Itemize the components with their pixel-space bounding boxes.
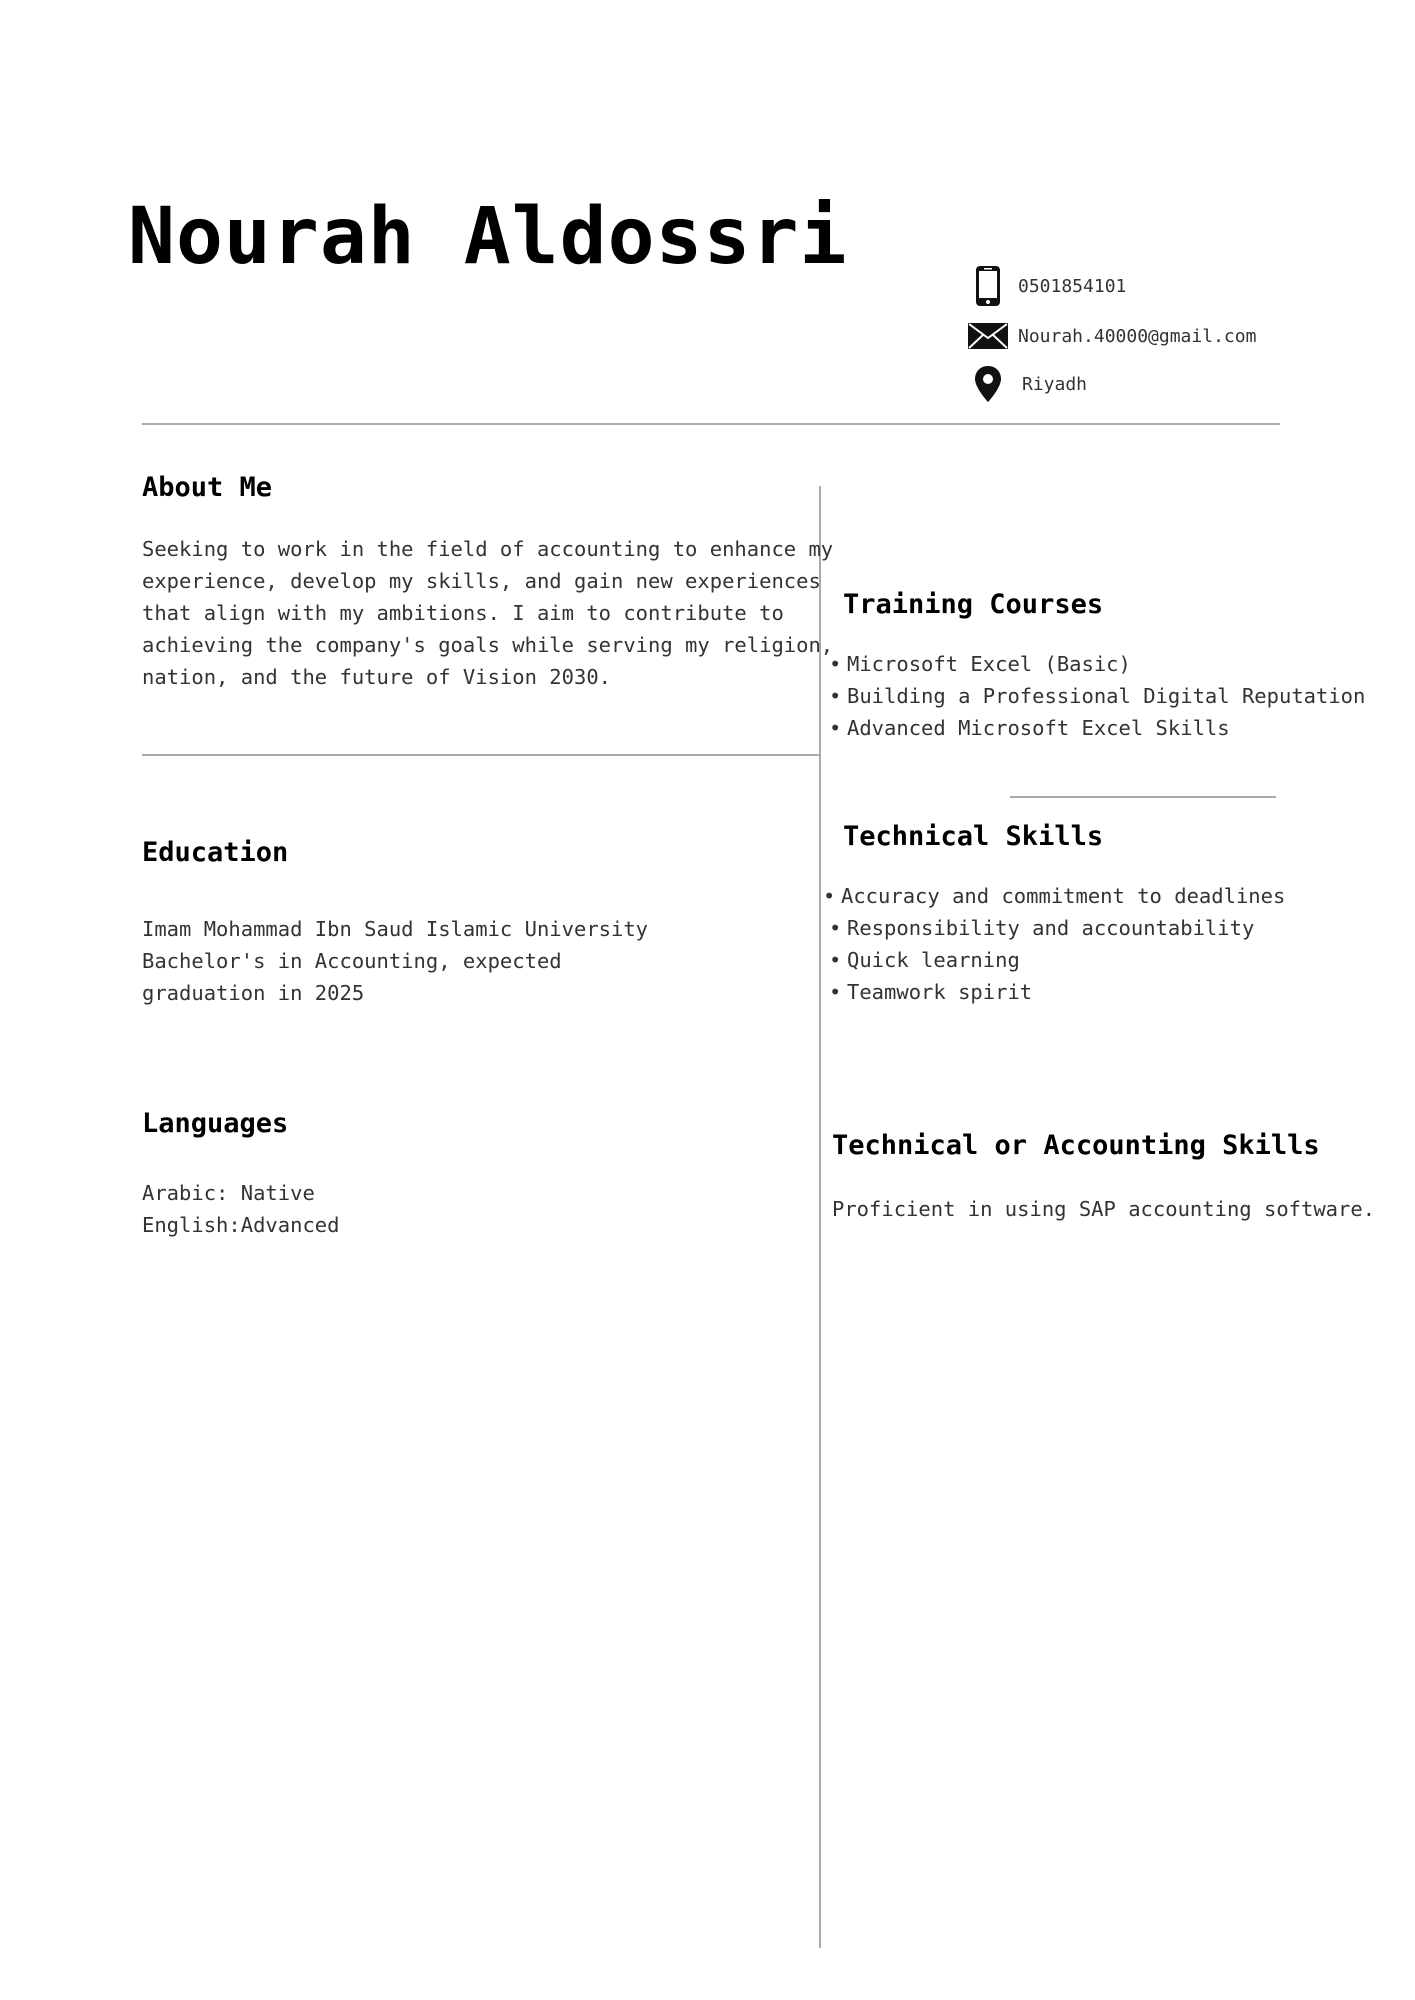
about-line: experience, develop my skills, and gain new experiences — [142, 569, 821, 593]
email-address: Nourah.40000@gmail.com — [1018, 325, 1257, 347]
language-line: Arabic: Native — [142, 1181, 315, 1205]
column-divider — [819, 486, 821, 1948]
training-divider — [1010, 796, 1276, 798]
education-heading: Education — [142, 837, 289, 868]
about-text — [142, 533, 833, 693]
about-divider — [142, 754, 820, 756]
technical-skill-item: • Quick learning — [829, 944, 1285, 976]
phone-icon — [968, 266, 1008, 306]
technical-skills-heading: Technical Skills — [843, 821, 1104, 852]
education-line: graduation in 2025 — [142, 981, 365, 1005]
contact-phone — [968, 266, 1126, 306]
contact-email — [968, 316, 1256, 356]
training-heading: Training Courses — [843, 589, 1104, 620]
contact-location — [968, 364, 1087, 404]
about-line: achieving the company's goals while serving my religion, — [142, 633, 834, 657]
languages-text — [142, 1177, 339, 1241]
about-line: Seeking to work in the field of accounting to enhance my — [142, 537, 834, 561]
about-heading: About Me — [142, 472, 273, 503]
training-item: • Building a Professional Digital Reputation — [829, 680, 1365, 712]
education-line: Bachelor's in Accounting, expected — [142, 949, 562, 973]
about-line: nation, and the future of Vision 2030. — [142, 665, 611, 689]
education-text — [142, 913, 648, 1009]
technical-skills-list — [823, 880, 1285, 1008]
technical-skill-item: • Responsibility and accountability — [829, 912, 1285, 944]
location-pin-icon — [968, 364, 1008, 404]
accounting-skills-heading: Technical or Accounting Skills — [832, 1130, 1320, 1161]
languages-heading: Languages — [142, 1108, 289, 1139]
about-line: that align with my ambitions. I aim to contribute to — [142, 601, 784, 625]
location-text: Riyadh — [1022, 373, 1088, 395]
phone-number: 0501854101 — [1018, 275, 1127, 297]
language-line: English:Advanced — [142, 1213, 340, 1237]
resume-name: Nourah Aldossri — [128, 192, 848, 282]
header-divider — [142, 423, 1280, 425]
education-line: Imam Mohammad Ibn Saud Islamic University — [142, 917, 649, 941]
technical-skill-item: • Accuracy and commitment to deadlines — [823, 880, 1285, 912]
training-item: • Advanced Microsoft Excel Skills — [829, 712, 1365, 744]
technical-skill-item: • Teamwork spirit — [829, 976, 1285, 1008]
email-icon — [968, 316, 1008, 356]
accounting-skills-text — [832, 1193, 1375, 1225]
training-item: • Microsoft Excel (Basic) — [829, 648, 1365, 680]
accounting-skills-line: Proficient in using SAP accounting software. — [832, 1197, 1376, 1221]
training-list — [829, 648, 1365, 744]
